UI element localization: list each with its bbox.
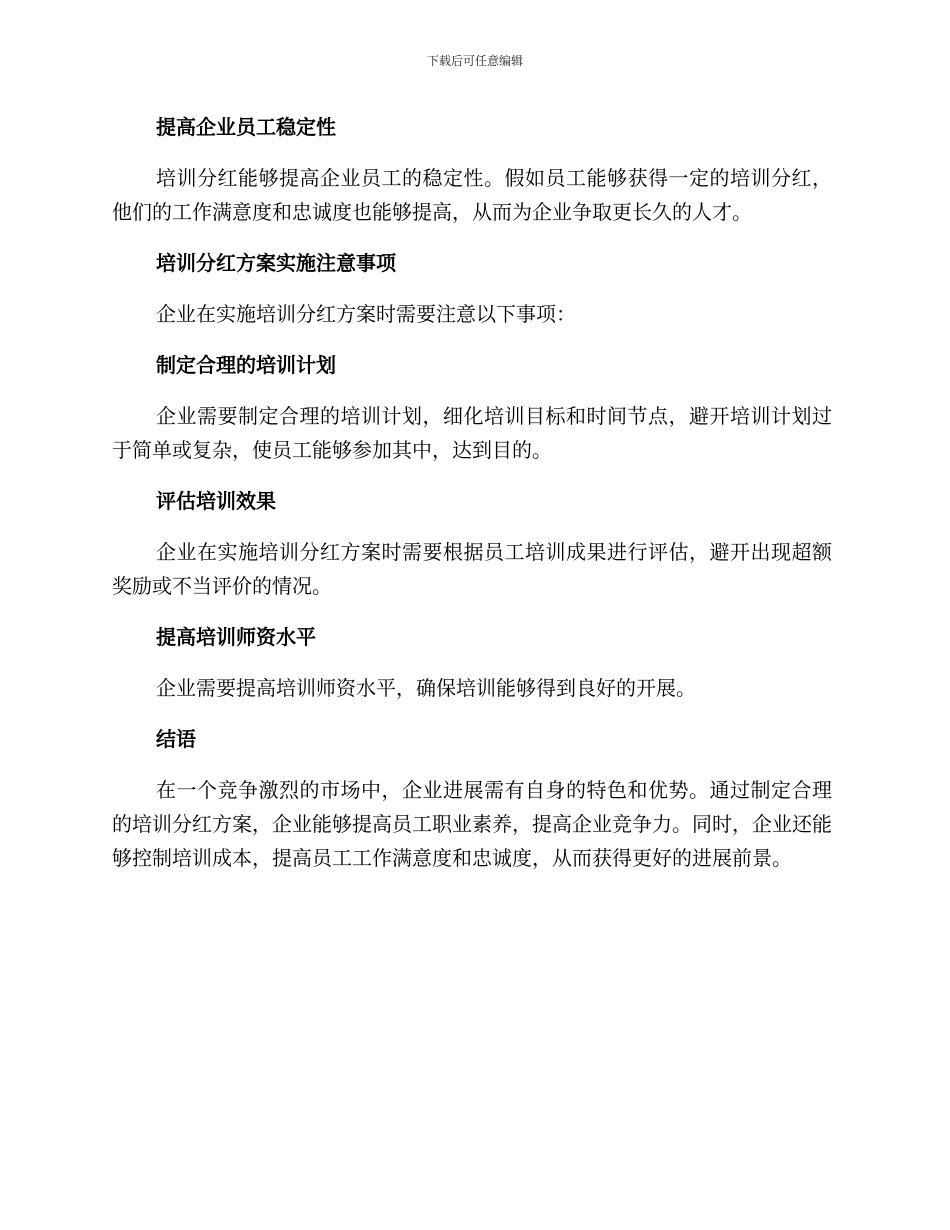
section-paragraph-training-plan: 企业需要制定合理的培训计划，细化培训目标和时间节点，避开培训计划过于简单或复杂，使员工能够参加其中，达到目的。 xyxy=(112,404,832,462)
section-heading-employee-stability: 提高企业员工稳定性 xyxy=(156,115,336,139)
section-paragraph-employee-stability: 培训分红能够提高企业员工的稳定性。假如员工能够获得一定的培训分红，他们的工作满意度和忠诚度也能够提高，从而为企业争取更长久的人才。 xyxy=(112,166,832,224)
page-header: 下载后可任意编辑 xyxy=(426,54,523,68)
section-heading-evaluate-effect: 评估培训效果 xyxy=(156,489,276,513)
section-heading-implementation-notes: 培训分红方案实施注意事项 xyxy=(156,251,396,275)
section-heading-trainer-quality: 提高培训师资水平 xyxy=(156,625,316,649)
document-body xyxy=(112,110,832,892)
section-heading-conclusion: 结语 xyxy=(156,727,196,751)
section-heading-training-plan: 制定合理的培训计划 xyxy=(156,353,336,377)
section-paragraph-implementation-notes: 企业在实施培训分红方案时需要注意以下事项： xyxy=(156,302,576,326)
section-paragraph-conclusion: 在一个竞争激烈的市场中，企业进展需有自身的特色和优势。通过制定合理的培训分红方案，企业能够提高员工职业素养，提高企业竞争力。同时，企业还能够控制培训成本，提高员工工作满意度和忠诚度，从而获得更好的进展前景。 xyxy=(112,778,832,870)
section-paragraph-trainer-quality: 企业需要提高培训师资水平，确保培训能够得到良好的开展。 xyxy=(156,676,696,700)
section-paragraph-evaluate-effect: 企业在实施培训分红方案时需要根据员工培训成果进行评估，避开出现超额奖励或不当评价的情况。 xyxy=(112,540,832,598)
